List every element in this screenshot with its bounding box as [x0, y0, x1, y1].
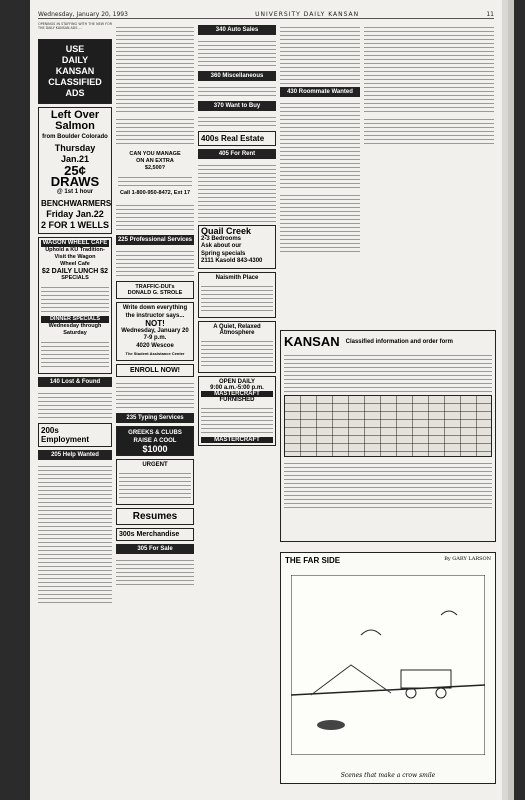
menu-text-block: [41, 339, 109, 369]
section-header: 205 Help Wanted: [38, 450, 112, 460]
wagon-wheel-ad: [38, 237, 112, 374]
ad-line: Uphold a KU Tradition-: [45, 247, 105, 253]
section-header: 430 Roommate Wanted: [280, 87, 360, 97]
text-block: [116, 380, 194, 410]
text-block: [201, 283, 273, 313]
menu-text-block: [41, 284, 109, 314]
text-block: [116, 248, 194, 278]
resumes-ad: [116, 508, 194, 525]
ad-line: A Quiet, Relaxed Atmosphere: [213, 323, 261, 336]
ad-line: URGENT: [142, 461, 168, 468]
ad-line: Visit the Wagon: [54, 254, 96, 260]
ad-line: Wednesday, January 20: [121, 327, 189, 334]
section-header: 225 Professional Services: [117, 237, 193, 243]
form-lines: [284, 460, 492, 510]
banner-line: KANSAN: [55, 66, 95, 76]
traffic-ad: [116, 281, 194, 299]
section-header: 360 Miscellaneous: [198, 71, 276, 81]
ad-line: @ 1st 1 hour: [56, 189, 94, 195]
ad-line: Call 1-800-950-8472, Ext 17: [119, 190, 191, 196]
ad-line: TRAFFIC-DUI's: [135, 284, 175, 290]
section-header: 370 Want to Buy: [198, 101, 276, 111]
column-1: [38, 22, 112, 794]
text-block: [364, 24, 494, 114]
section-header: 300s Merchandise: [116, 528, 194, 541]
ad-line: from Boulder Colorado: [42, 134, 108, 140]
ad-line: 25¢ DRAWS: [50, 163, 100, 189]
ad-line: 7-9 p.m.: [143, 335, 167, 341]
ad-line: ENROLL NOW!: [129, 366, 181, 374]
ad-line: Naismith Place: [215, 274, 259, 281]
ad-line: WAGON WHEEL CAFE: [42, 240, 108, 246]
text-block: [116, 24, 194, 114]
leftover-salmon-ad: [38, 107, 112, 234]
ad-line: Thursday Jan.21: [54, 143, 96, 164]
page-header: [38, 6, 494, 19]
rate-table: [284, 395, 492, 457]
ad-line: Friday Jan.22: [46, 209, 104, 219]
far-side-cartoon: [280, 552, 496, 784]
enroll-ad: [116, 364, 194, 377]
ad-line: $2 DAILY LUNCH $2: [41, 268, 109, 275]
greeks-ad: [116, 426, 194, 456]
text-block: [364, 116, 494, 146]
ad-line: Resumes: [132, 510, 178, 522]
header-paper: UNIVERSITY DAILY KANSAN: [255, 11, 360, 18]
banner-line: ADS: [65, 88, 85, 98]
ad-line: 2 FOR 1 WELLS: [41, 220, 110, 230]
urgent-ad: [116, 459, 194, 505]
text-block: [38, 463, 112, 603]
form-header: [281, 331, 495, 352]
banner-line: DAILY: [61, 55, 89, 65]
section-header: 140 Lost & Found: [38, 377, 112, 387]
open-daily-ad: [198, 376, 276, 446]
naismith-ad: [198, 272, 276, 318]
section-header: 405 For Rent: [198, 149, 276, 159]
text-block: [198, 162, 276, 222]
text-block: [118, 174, 192, 188]
cartoon-byline: By GARY LARSON: [444, 556, 491, 562]
ad-line: $1000: [142, 443, 168, 454]
ad-line: FURNISHED: [219, 396, 255, 403]
header-date: Wednesday, January 20, 1993: [38, 11, 128, 18]
text-block: [198, 84, 276, 98]
form-title: KANSAN: [284, 334, 340, 349]
header-page: 11: [486, 11, 494, 18]
text-block: [280, 100, 360, 190]
cartoon-title: THE FAR SIDE: [285, 556, 341, 565]
banner-line: CLASSIFIED: [48, 77, 102, 87]
cartoon-caption: Scenes that make a crow smile: [340, 772, 436, 779]
ad-line: Left Over Salmon: [50, 109, 100, 132]
quail-creek-ad: [198, 225, 276, 269]
text-block: [116, 557, 194, 587]
ad-line: SPECIALS: [61, 275, 89, 281]
manage-ad: [116, 149, 194, 199]
ad-line: Saturday: [63, 330, 87, 336]
ad-line: DONALD G. STROLE: [127, 290, 183, 296]
ad-line: $2,500?: [144, 165, 166, 171]
banner-line: USE: [65, 44, 85, 54]
text-block: [198, 38, 276, 68]
ad-line: 9:00 a.m.-5:00 p.m.: [210, 384, 264, 391]
ad-line: GREEKS & CLUBS: [128, 429, 182, 436]
text-block: [38, 390, 112, 420]
text-block: OPENINGS IN STAFFING WITH THE NEW FOR THE DAILY KANSAN ADS ...: [38, 22, 112, 31]
text-block: [119, 470, 191, 500]
column-2: [116, 22, 194, 794]
ad-line: the instructor says...: [125, 312, 185, 319]
ad-line: BENCHWARMERS: [41, 199, 112, 208]
section-header: 200s Employment: [38, 423, 112, 447]
section-header: 305 For Sale: [116, 544, 194, 554]
ad-line: ON AN EXTRA: [136, 158, 174, 164]
form-text: [284, 352, 492, 392]
cartoon-drawing: [291, 575, 485, 755]
classified-order-form: [280, 330, 496, 542]
ad-line: NOT!: [145, 319, 165, 328]
ad-line: CAN YOU MANAGE: [129, 151, 181, 157]
text-block: [280, 24, 360, 84]
text-block: [201, 338, 273, 368]
ad-line: Wheel Cafe: [60, 261, 90, 267]
text-block: [201, 405, 273, 435]
village-ad: [198, 321, 276, 373]
text-block: [280, 192, 360, 252]
ad-line: RAISE A COOL: [133, 437, 177, 444]
section-header: 235 Typing Services: [116, 413, 194, 423]
column-3: [198, 22, 276, 794]
ad-line: Write down everything: [122, 305, 188, 311]
section-header: 400s Real Estate: [198, 131, 276, 146]
text-block: [198, 114, 276, 128]
ad-line: 2-3 Bedrooms: [201, 235, 242, 242]
ad-line: 4020 Wescoe: [136, 342, 174, 349]
ad-line: 2111 Kasold 843-4300: [201, 258, 263, 264]
use-classifieds-banner: [38, 39, 112, 104]
section-header: 340 Auto Sales: [198, 25, 276, 35]
text-block: [116, 202, 194, 232]
ad-line: Wednesday through: [48, 323, 102, 329]
text-block: [116, 116, 194, 146]
form-subtitle: Classified information and order form: [345, 338, 453, 345]
ad-line: MASTERCRAFT: [201, 391, 273, 397]
ad-line: Ask about our: [201, 243, 242, 249]
ad-line: Quail Creek: [201, 226, 252, 236]
cartoon-header: [281, 553, 495, 568]
ad-line: Spring specials: [201, 250, 246, 257]
ad-line: The Student Assistance Center: [125, 351, 185, 356]
writer-ad: [116, 302, 194, 361]
ad-line: DINNER SPECIALS: [41, 316, 109, 323]
newspaper-page: [30, 0, 502, 800]
ad-line: OPEN DAILY: [218, 378, 256, 385]
ad-line: MASTERCRAFT: [201, 437, 273, 443]
